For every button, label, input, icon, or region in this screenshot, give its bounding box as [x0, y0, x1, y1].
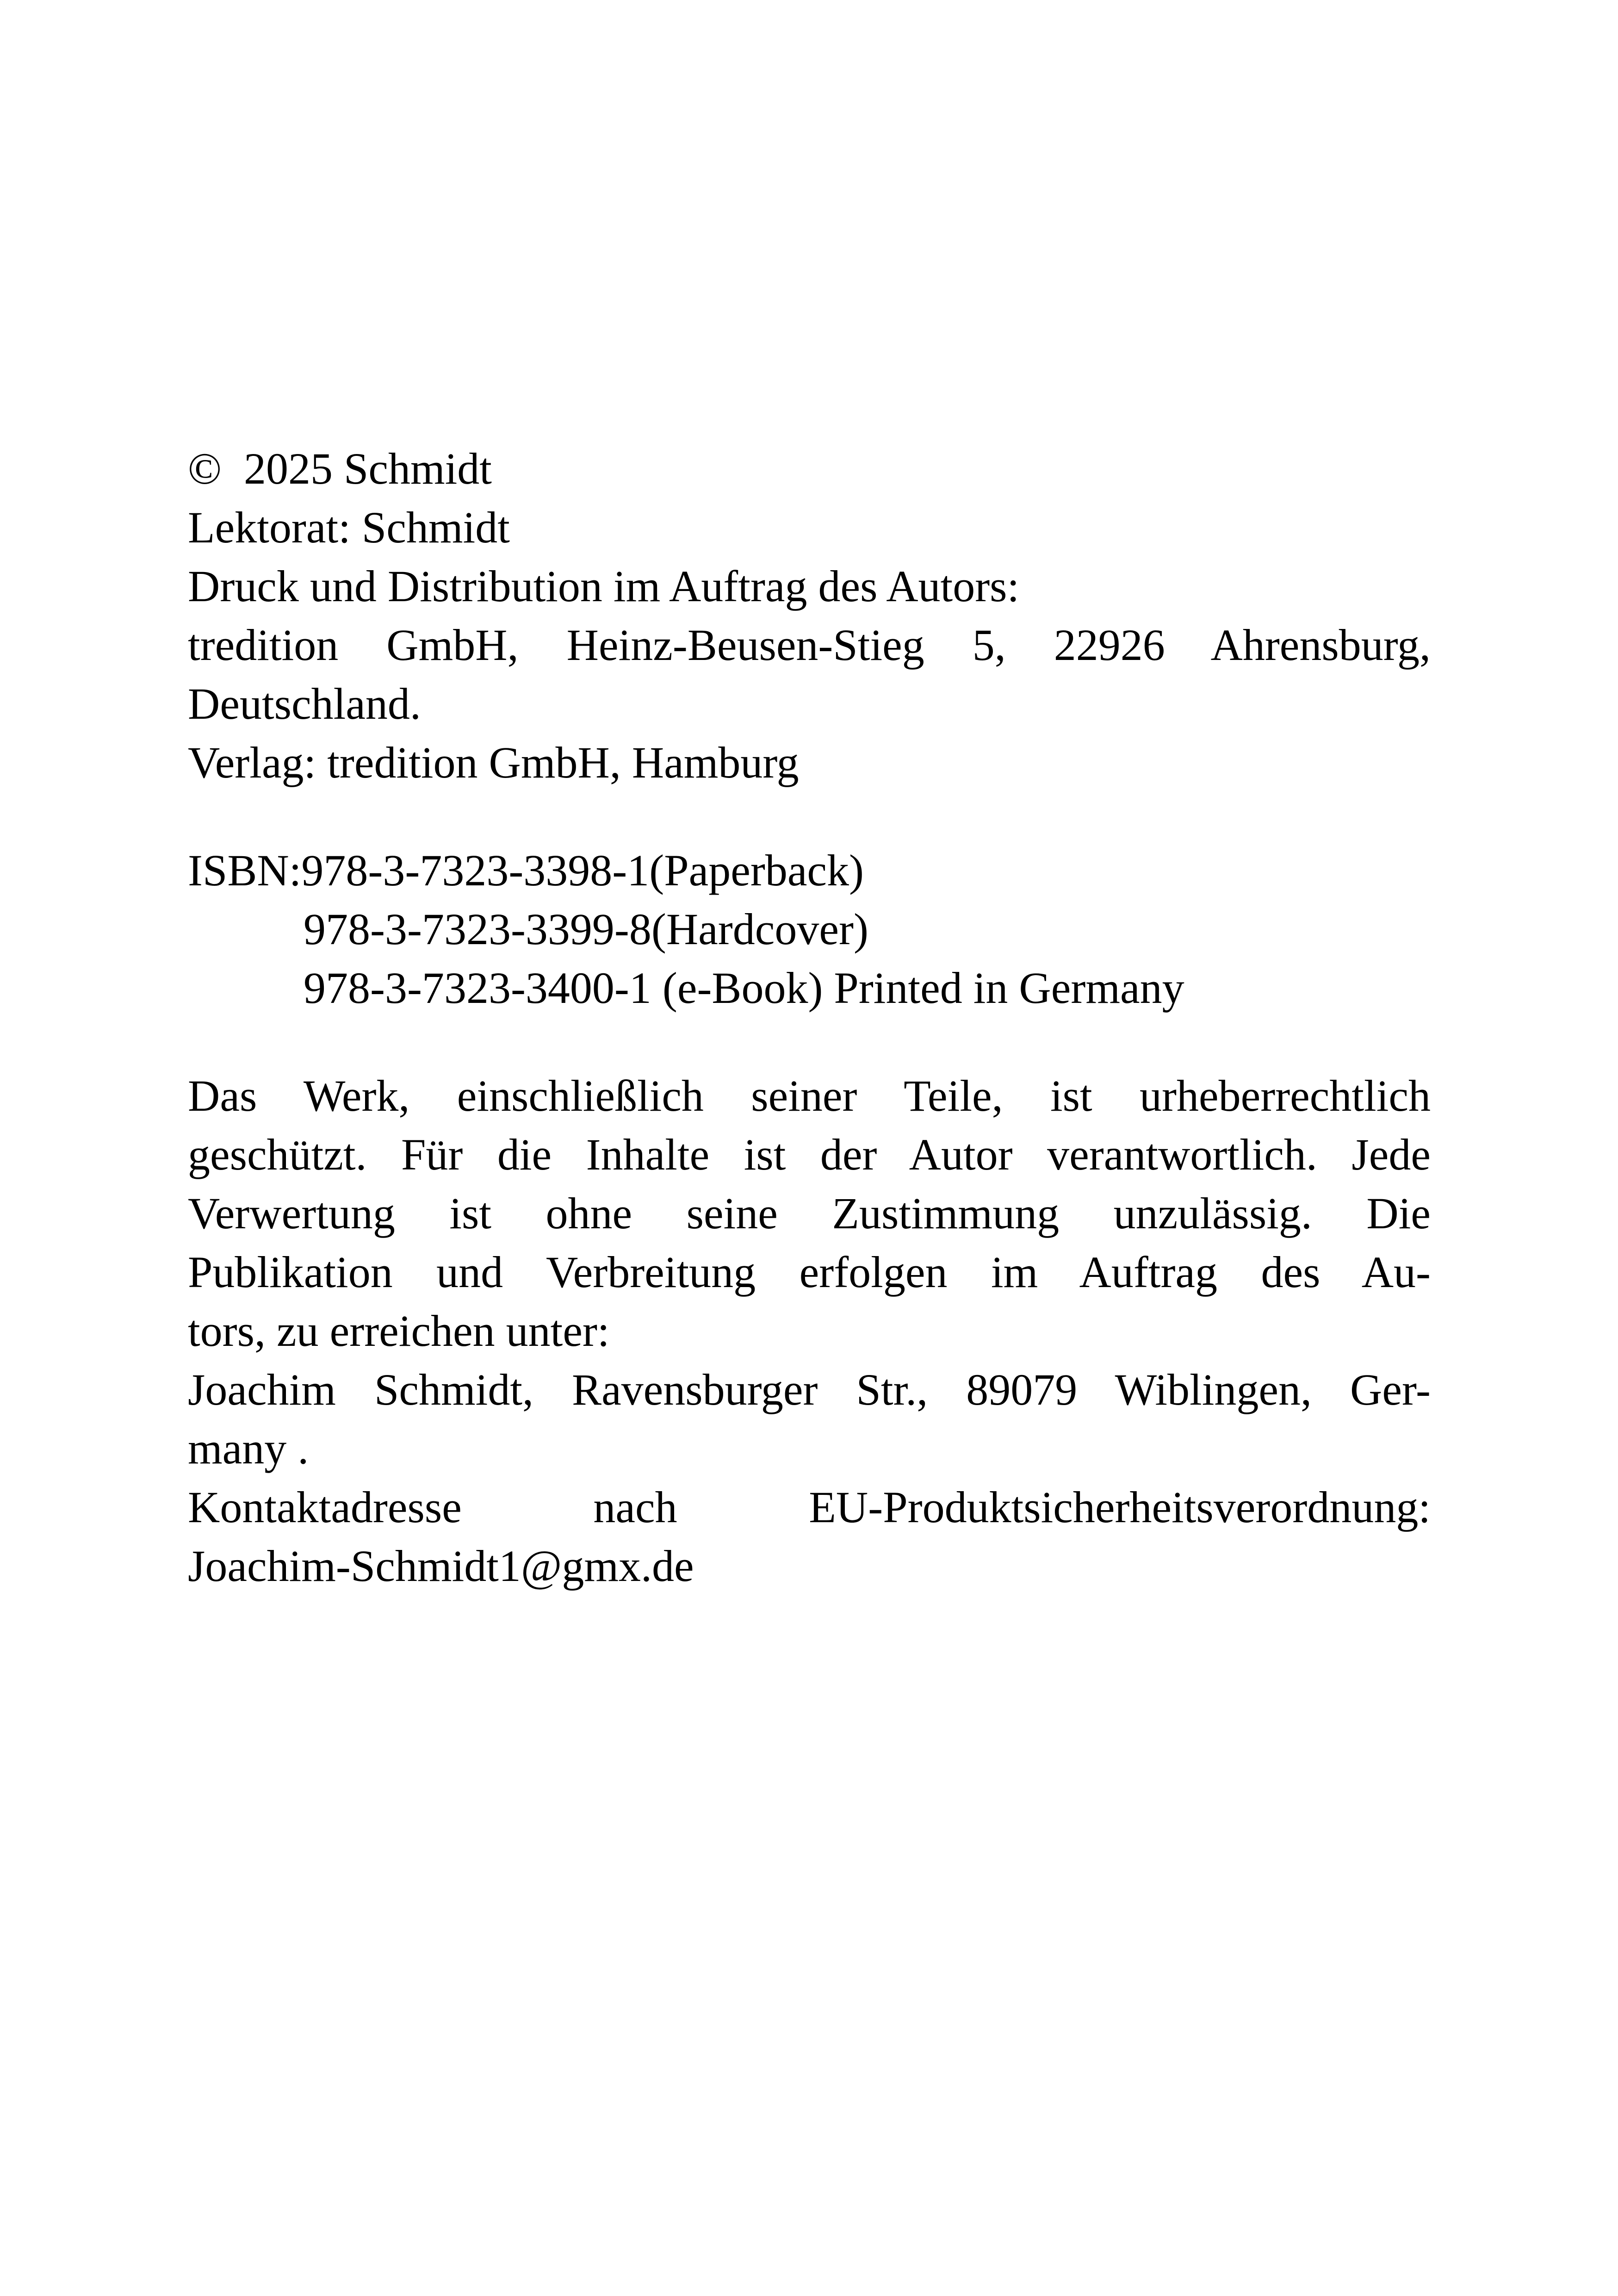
rights-paragraph-line-2: geschützt. Für die Inhalte ist der Autor verantwortlich. Jede [188, 1130, 1431, 1179]
rights-paragraph-line-5: tors, zu erreichen unter: [188, 1306, 610, 1356]
blank-gap-1 [188, 792, 1431, 841]
contact-eu-regulation-line: Kontaktadresse nach EU-Produktsicherheitsverordnung: [188, 1482, 1431, 1532]
contact-email-line: Joachim-Schmidt1@gmx.de [188, 1541, 694, 1591]
rights-paragraph-line-1: Das Werk, einschließlich seiner Teile, ist urheberrechtlich [188, 1071, 1431, 1120]
author-address-line-2: many . [188, 1424, 309, 1473]
blank-gap-2 [188, 1017, 1431, 1066]
print-distribution-line: Druck und Distribution im Auftrag des Autors: [188, 561, 1020, 611]
rights-paragraph-line-4: Publikation und Verbreitung erfolgen im Auftrag des Au- [188, 1247, 1431, 1297]
isbn-hardcover-line: 978-3-7323-3399-8(Hardcover) [304, 904, 868, 954]
verlag-line: Verlag: tredition GmbH, Hamburg [188, 738, 799, 787]
country-line: Deutschland. [188, 679, 421, 728]
imprint-text-block [188, 439, 1431, 1595]
isbn-paperback-line: ISBN:978-3-7323-3398-1(Paperback) [188, 846, 864, 895]
isbn-ebook-line: 978-3-7323-3400-1 (e-Book) Printed in Germany [304, 963, 1184, 1013]
author-address-line: Joachim Schmidt, Ravensburger Str., 89079 Wiblingen, Ger- [188, 1365, 1431, 1414]
editor-line: Lektorat: Schmidt [188, 503, 510, 552]
copyright-line: © 2025 Schmidt [188, 444, 492, 493]
publisher-address-line: tredition GmbH, Heinz-Beusen-Stieg 5, 22926 Ahrensburg, [188, 620, 1431, 670]
rights-paragraph-line-3: Verwertung ist ohne seine Zustimmung unzulässig. Die [188, 1188, 1431, 1238]
